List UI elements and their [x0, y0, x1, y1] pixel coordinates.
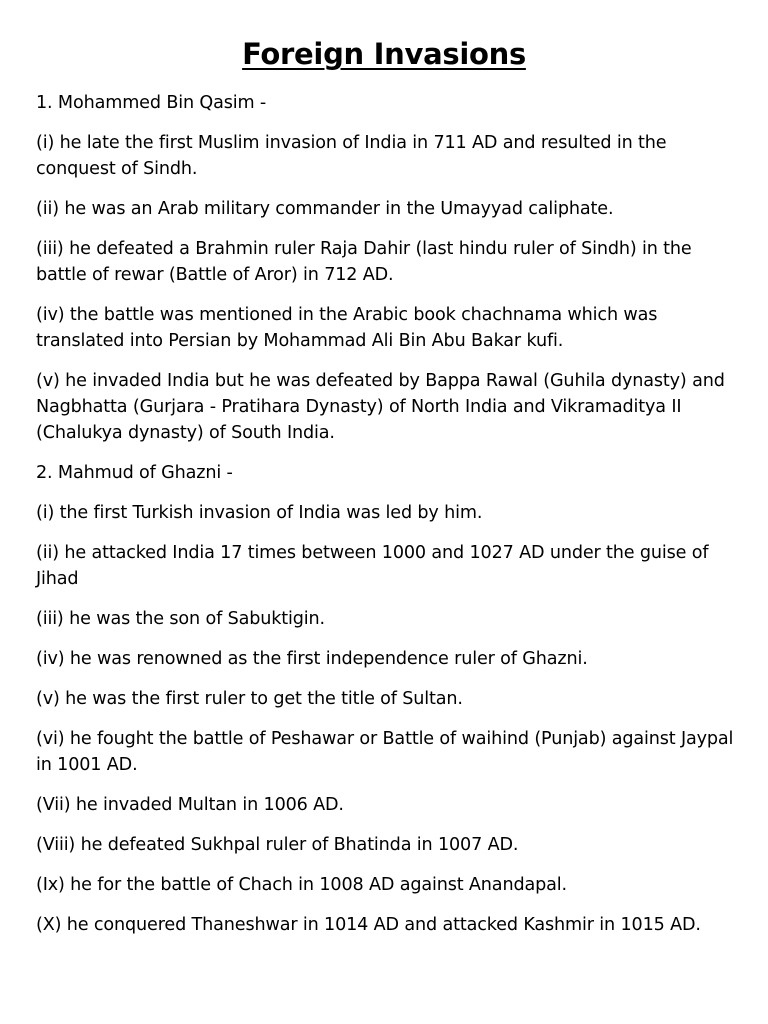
- section-heading-mahmud-of-ghazni: 2. Mahmud of Ghazni -: [36, 463, 233, 483]
- document-body: [36, 90, 736, 952]
- page-title: Foreign Invasions: [242, 37, 526, 71]
- list-item: (ii) he was an Arab military commander in the Umayyad caliphate.: [36, 199, 614, 219]
- list-item: (iv) he was renowned as the first independence ruler of Ghazni.: [36, 649, 588, 669]
- list-item: (iii) he defeated a Brahmin ruler Raja Dahir (last hindu ruler of Sindh) in the battle of rewar (Battle of Aror) in 712 AD.: [36, 239, 692, 285]
- list-item: (ii) he attacked India 17 times between 1000 and 1027 AD under the guise of Jihad: [36, 543, 709, 589]
- list-item: (X) he conquered Thaneshwar in 1014 AD and attacked Kashmir in 1015 AD.: [36, 915, 701, 935]
- list-item: (v) he invaded India but he was defeated by Bappa Rawal (Guhila dynasty) and Nagbhatta (Gurjara - Pratihara Dynasty) of North India and Vikramaditya II (Chalukya dynasty) of South India.: [36, 371, 725, 443]
- list-item: (Ix) he for the battle of Chach in 1008 AD against Anandapal.: [36, 875, 567, 895]
- list-item: (i) the first Turkish invasion of India was led by him.: [36, 503, 483, 523]
- list-item: (vi) he fought the battle of Peshawar or Battle of waihind (Punjab) against Jaypal in 1001 AD.: [36, 729, 734, 775]
- section-heading-mohammed-bin-qasim: 1. Mohammed Bin Qasim -: [36, 93, 267, 113]
- list-item: (i) he late the first Muslim invasion of India in 711 AD and resulted in the conquest of Sindh.: [36, 133, 667, 179]
- list-item: (Vii) he invaded Multan in 1006 AD.: [36, 795, 344, 815]
- list-item: (iv) the battle was mentioned in the Arabic book chachnama which was translated into Persian by Mohammad Ali Bin Abu Bakar kufi.: [36, 305, 658, 351]
- list-item: (v) he was the first ruler to get the title of Sultan.: [36, 689, 463, 709]
- list-item: (iii) he was the son of Sabuktigin.: [36, 609, 325, 629]
- list-item: (Viii) he defeated Sukhpal ruler of Bhatinda in 1007 AD.: [36, 835, 519, 855]
